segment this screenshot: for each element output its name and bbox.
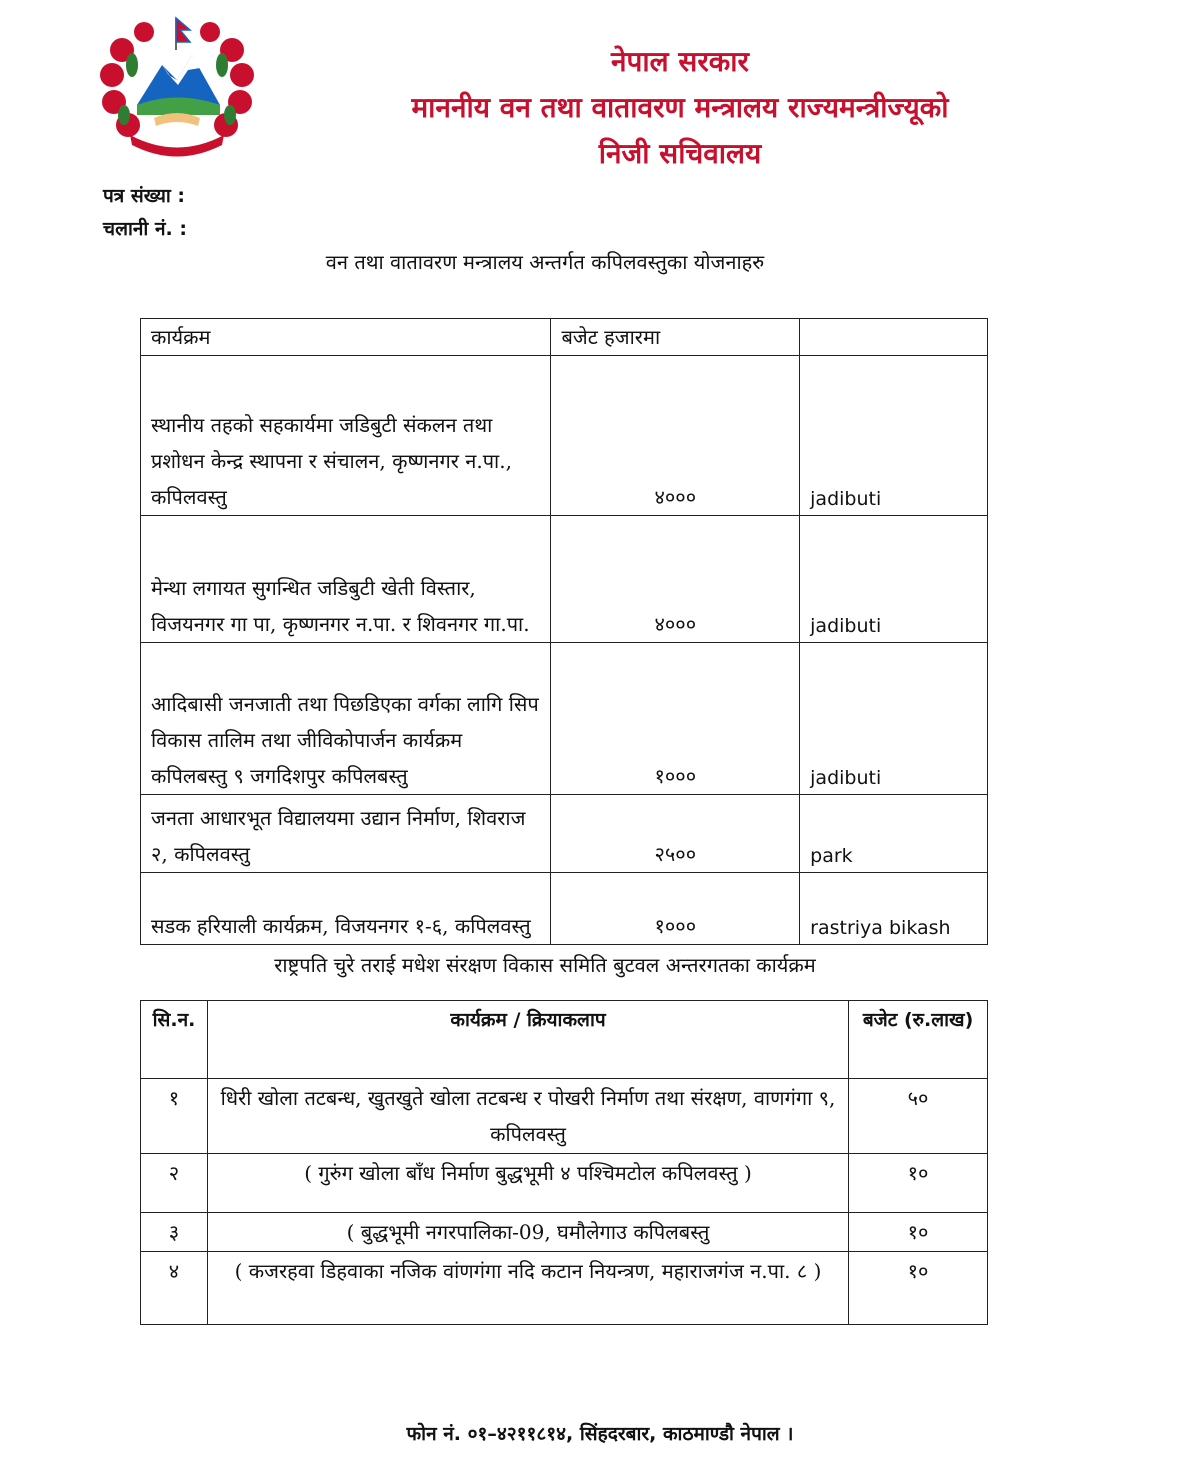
tag-cell: jadibuti	[800, 356, 988, 516]
dispatch-number-label: चलानी नं. :	[103, 218, 187, 240]
forest-programs-table	[140, 318, 988, 945]
header-secretariat: निजी सचिवालय	[598, 137, 762, 170]
table-row	[141, 1154, 988, 1213]
chure-programs-table	[140, 1000, 988, 1325]
budget-cell: ५०	[849, 1079, 988, 1154]
program-cell: धिरी खोला तटबन्ध, खुतखुते खोला तटबन्ध र पोखरी निर्माण तथा संरक्षण, वाणगंगा ९, कपिलवस्तु	[207, 1079, 848, 1154]
table-header-row	[141, 319, 988, 356]
footer-contact: फोन नं. ०१–४२११८१४, सिंहदरबार, काठमाण्डौ नेपाल ।	[406, 1423, 794, 1445]
budget-cell: ४०००	[551, 516, 800, 643]
table-row	[141, 1079, 988, 1154]
table-row	[141, 643, 988, 795]
nepal-emblem-icon	[92, 10, 262, 160]
tag-cell: rastriya bikash	[800, 873, 988, 945]
tag-cell: jadibuti	[800, 516, 988, 643]
program-cell: स्थानीय तहको सहकार्यमा जडिबुटी संकलन तथा प्रशोधन केन्द्र स्थापना र संचालन, कृष्णनगर न.पा., कपिलवस्तु	[141, 356, 551, 516]
section1-title: वन तथा वातावरण मन्त्रालय अन्तर्गत कपिलवस्तुका योजनाहरु	[325, 250, 765, 274]
program-cell: जनता आधारभूत विद्यालयमा उद्यान निर्माण, शिवराज २, कपिलवस्तु	[141, 795, 551, 873]
sn-cell: ४	[141, 1252, 208, 1325]
table-row	[141, 1213, 988, 1252]
table-row	[141, 873, 988, 945]
budget-cell: ४०००	[551, 356, 800, 516]
sn-cell: २	[141, 1154, 208, 1213]
budget-cell: १०	[849, 1154, 988, 1213]
table-row	[141, 516, 988, 643]
column-header-budget: बजेट (रु.लाख)	[849, 1001, 988, 1079]
budget-cell: १०	[849, 1213, 988, 1252]
budget-cell: १०००	[551, 643, 800, 795]
column-header-budget: बजेट हजारमा	[551, 319, 800, 356]
program-cell: सडक हरियाली कार्यक्रम, विजयनगर १-६, कपिलवस्तु	[141, 873, 551, 945]
tag-cell: park	[800, 795, 988, 873]
section2-title: राष्ट्रपति चुरे तराई मधेश संरक्षण विकास समिति बुटवल अन्तरगतका कार्यक्रम	[274, 953, 816, 977]
header-government: नेपाल सरकार	[610, 45, 750, 78]
program-cell: ( बुद्धभूमी नगरपालिका-09, घमौलेगाउ कपिलबस्तु	[207, 1213, 848, 1252]
budget-cell: १०	[849, 1252, 988, 1325]
program-cell: ( कजरहवा डिहवाका नजिक वांणगंगा नदि कटान नियन्त्रण, महाराजगंज न.पा. ८ )	[207, 1252, 848, 1325]
sn-cell: ३	[141, 1213, 208, 1252]
column-header-sn: सि.न.	[141, 1001, 208, 1079]
column-header-tag	[800, 319, 988, 356]
column-header-program: कार्यक्रम / क्रियाकलाप	[207, 1001, 848, 1079]
tag-cell: jadibuti	[800, 643, 988, 795]
program-cell: आदिबासी जनजाती तथा पिछडिएका वर्गका लागि सिप विकास तालिम तथा जीविकोपार्जन कार्यक्रम कपिलबस्तु ९ जगदिशपुर कपिलबस्तु	[141, 643, 551, 795]
column-header-program: कार्यक्रम	[141, 319, 551, 356]
program-cell: मेन्था लगायत सुगन्धित जडिबुटी खेती विस्तार, विजयनगर गा पा, कृष्णनगर न.पा. र शिवनगर गा.पा.	[141, 516, 551, 643]
header-ministry: माननीय वन तथा वातावरण मन्त्रालय राज्यमन्त्रीज्यूको	[411, 91, 949, 124]
budget-cell: १०००	[551, 873, 800, 945]
sn-cell: १	[141, 1079, 208, 1154]
letter-number-label: पत्र संख्या :	[103, 185, 186, 207]
table-row	[141, 1252, 988, 1325]
table-row	[141, 356, 988, 516]
table-header-row	[141, 1001, 988, 1079]
budget-cell: २५००	[551, 795, 800, 873]
program-cell: ( गुरुंग खोला बाँध निर्माण बुद्धभूमी ४ पश्चिमटोल कपिलवस्तु )	[207, 1154, 848, 1213]
table-row	[141, 795, 988, 873]
